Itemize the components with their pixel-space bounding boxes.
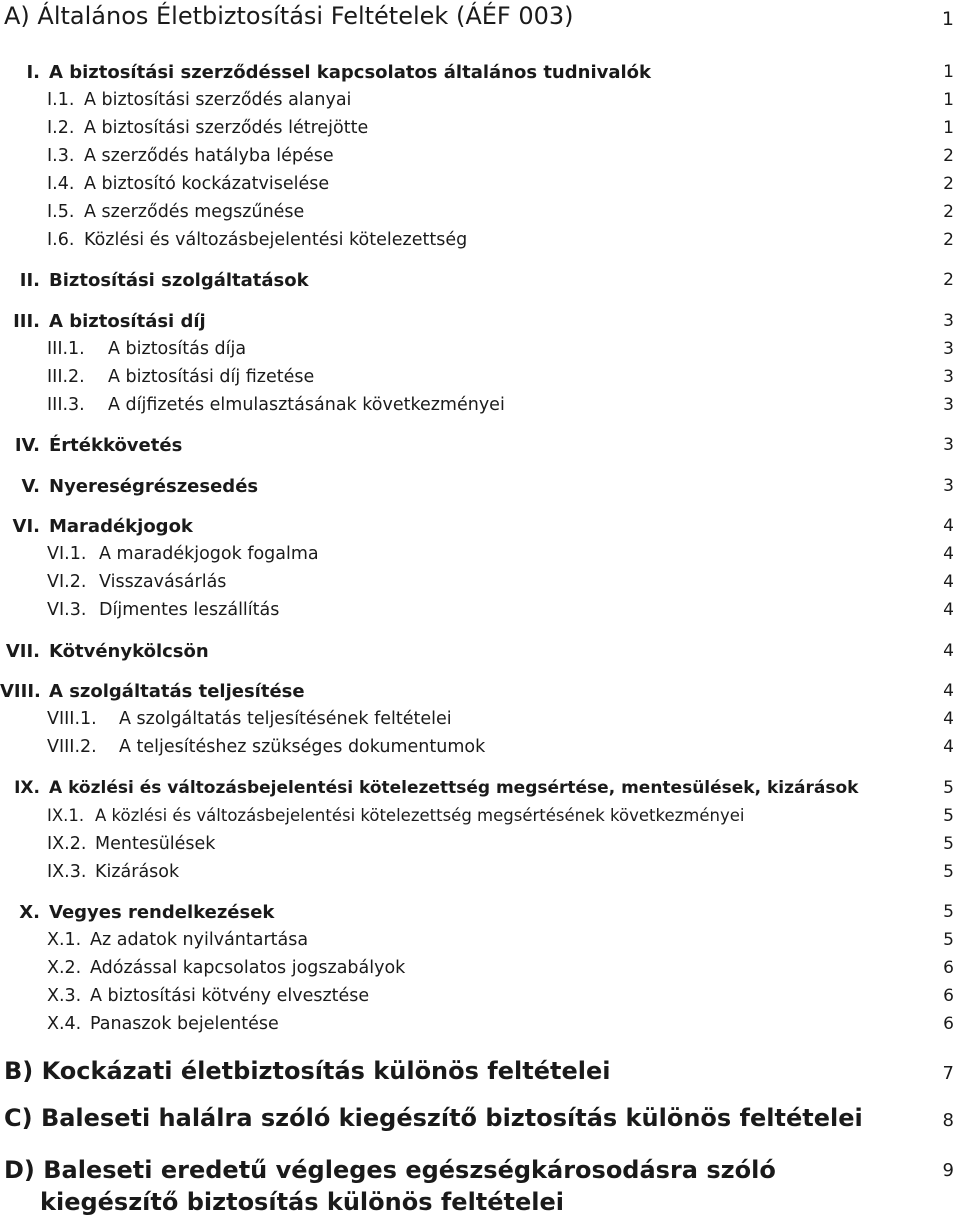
subsection-title: Díjmentes leszállítás bbox=[99, 600, 280, 620]
chapter-title: Nyereségrészesedés bbox=[49, 476, 259, 497]
subsection-number: I.1. bbox=[47, 90, 75, 110]
subsection-number: VI.1. bbox=[47, 544, 87, 564]
section-d-title-line2: kiegészítő biztosítás különös feltételei bbox=[40, 1188, 565, 1216]
subsection-number: I.2. bbox=[47, 118, 75, 138]
chapter-number: VI. bbox=[12, 516, 40, 537]
subsection-number: VIII.1. bbox=[47, 709, 97, 729]
subsection-number: I.4. bbox=[47, 174, 75, 194]
chapter-title: Kötvénykölcsön bbox=[49, 641, 209, 662]
subsection-page: 3 bbox=[943, 367, 954, 387]
subsection-title: Mentesülések bbox=[95, 834, 216, 854]
subsection-page: 4 bbox=[943, 572, 954, 592]
chapter-number: IX. bbox=[14, 778, 40, 798]
subsection-page: 5 bbox=[943, 930, 954, 950]
subsection-title: A közlési és változásbejelentési kötelezettség megsértésének következményei bbox=[95, 806, 745, 825]
section-a-page: 1 bbox=[941, 8, 954, 30]
subsection-number: X.3. bbox=[47, 986, 82, 1006]
section-a-code: (ÁÉF 003) bbox=[455, 2, 574, 30]
subsection-title: A biztosítási díj fizetése bbox=[108, 367, 315, 387]
subsection-title: Az adatok nyilvántartása bbox=[90, 930, 309, 950]
section-c-title: C) Baleseti halálra szóló kiegészítő biztosítás különös feltételei bbox=[4, 1104, 863, 1132]
chapter-number: II. bbox=[19, 270, 40, 291]
subsection-page: 3 bbox=[943, 339, 954, 359]
subsection-number: X.2. bbox=[47, 958, 82, 978]
subsection-title: Panaszok bejelentése bbox=[90, 1014, 279, 1034]
chapter-title: Értékkövetés bbox=[49, 435, 183, 456]
section-b-page: 7 bbox=[942, 1063, 954, 1084]
section-a-title: A) Általános Életbiztosítási Feltételek bbox=[4, 2, 449, 30]
chapter-title: A közlési és változásbejelentési kötelezettség megsértése, mentesülések, kizárások bbox=[49, 778, 859, 798]
subsection-title: A maradékjogok fogalma bbox=[99, 544, 319, 564]
chapter-page: 5 bbox=[943, 902, 954, 922]
subsection-number: I.5. bbox=[47, 202, 75, 222]
chapter-number: IV. bbox=[14, 435, 40, 456]
section-a-title-wrap bbox=[4, 2, 574, 30]
chapter-page: 1 bbox=[943, 62, 954, 82]
subsection-page: 1 bbox=[943, 90, 954, 110]
chapter-title: Biztosítási szolgáltatások bbox=[49, 270, 309, 291]
subsection-page: 5 bbox=[943, 834, 954, 854]
subsection-number: IX.2. bbox=[47, 834, 87, 854]
chapter-title: A biztosítási szerződéssel kapcsolatos általános tudnivalók bbox=[49, 62, 652, 83]
subsection-title: Visszavásárlás bbox=[99, 572, 227, 592]
subsection-page: 4 bbox=[943, 544, 954, 564]
subsection-number: III.1. bbox=[47, 339, 85, 359]
subsection-number: I.6. bbox=[47, 230, 75, 250]
chapter-number: V. bbox=[21, 476, 40, 497]
subsection-page: 1 bbox=[943, 118, 954, 138]
section-d-title-line1: D) Baleseti eredetű végleges egészségkárosodásra szóló bbox=[4, 1156, 776, 1184]
subsection-number: VIII.2. bbox=[47, 737, 97, 757]
subsection-page: 2 bbox=[943, 202, 954, 222]
subsection-title: Adózással kapcsolatos jogszabályok bbox=[90, 958, 406, 978]
subsection-number: IX.1. bbox=[47, 806, 85, 825]
chapter-page: 3 bbox=[943, 435, 954, 455]
subsection-title: A díjfizetés elmulasztásának következményei bbox=[108, 395, 505, 415]
chapter-page: 5 bbox=[943, 778, 954, 798]
chapter-number: I. bbox=[26, 62, 40, 83]
subsection-page: 5 bbox=[943, 806, 954, 826]
subsection-title: A biztosító kockázatviselése bbox=[84, 174, 330, 194]
chapter-page: 3 bbox=[943, 476, 954, 496]
subsection-title: A biztosítási szerződés alanyai bbox=[84, 90, 352, 110]
chapter-title: A szolgáltatás teljesítése bbox=[49, 681, 305, 702]
subsection-page: 2 bbox=[943, 230, 954, 250]
section-c-page: 8 bbox=[942, 1110, 954, 1131]
subsection-page: 2 bbox=[943, 146, 954, 166]
chapter-page: 4 bbox=[943, 641, 954, 661]
subsection-title: Kizárások bbox=[95, 862, 180, 882]
subsection-page: 2 bbox=[943, 174, 954, 194]
chapter-number: III. bbox=[13, 311, 40, 332]
subsection-title: A szerződés megszűnése bbox=[84, 202, 305, 222]
subsection-page: 3 bbox=[943, 395, 954, 415]
chapter-title: Maradékjogok bbox=[49, 516, 193, 537]
subsection-page: 4 bbox=[943, 737, 954, 757]
subsection-page: 4 bbox=[943, 600, 954, 620]
section-d-page: 9 bbox=[942, 1160, 954, 1181]
subsection-title: A biztosítási szerződés létrejötte bbox=[84, 118, 369, 138]
chapter-page: 2 bbox=[943, 270, 954, 290]
chapter-page: 3 bbox=[943, 311, 954, 331]
subsection-title: A szolgáltatás teljesítésének feltételei bbox=[119, 709, 452, 729]
subsection-number: VI.2. bbox=[47, 572, 87, 592]
chapter-number: X. bbox=[19, 902, 40, 923]
subsection-number: I.3. bbox=[47, 146, 75, 166]
chapter-title: Vegyes rendelkezések bbox=[49, 902, 275, 923]
subsection-title: A teljesítéshez szükséges dokumentumok bbox=[119, 737, 486, 757]
subsection-number: III.3. bbox=[47, 395, 85, 415]
chapter-number: VIII. bbox=[0, 681, 41, 702]
chapter-page: 4 bbox=[943, 681, 954, 701]
subsection-page: 6 bbox=[943, 986, 954, 1006]
subsection-number: X.4. bbox=[47, 1014, 82, 1034]
subsection-title: A szerződés hatályba lépése bbox=[84, 146, 334, 166]
chapter-title: A biztosítási díj bbox=[49, 311, 206, 332]
subsection-number: IX.3. bbox=[47, 862, 87, 882]
section-b-title: B) Kockázati életbiztosítás különös feltételei bbox=[4, 1057, 611, 1085]
subsection-page: 6 bbox=[943, 1014, 954, 1034]
subsection-title: Közlési és változásbejelentési kötelezettség bbox=[84, 230, 468, 250]
chapter-number: VII. bbox=[5, 641, 40, 662]
subsection-number: VI.3. bbox=[47, 600, 87, 620]
subsection-page: 6 bbox=[943, 958, 954, 978]
subsection-number: III.2. bbox=[47, 367, 85, 387]
subsection-title: A biztosítás díja bbox=[108, 339, 247, 359]
subsection-title: A biztosítási kötvény elvesztése bbox=[90, 986, 370, 1006]
chapter-page: 4 bbox=[943, 516, 954, 536]
subsection-number: X.1. bbox=[47, 930, 82, 950]
subsection-page: 5 bbox=[943, 862, 954, 882]
subsection-page: 4 bbox=[943, 709, 954, 729]
